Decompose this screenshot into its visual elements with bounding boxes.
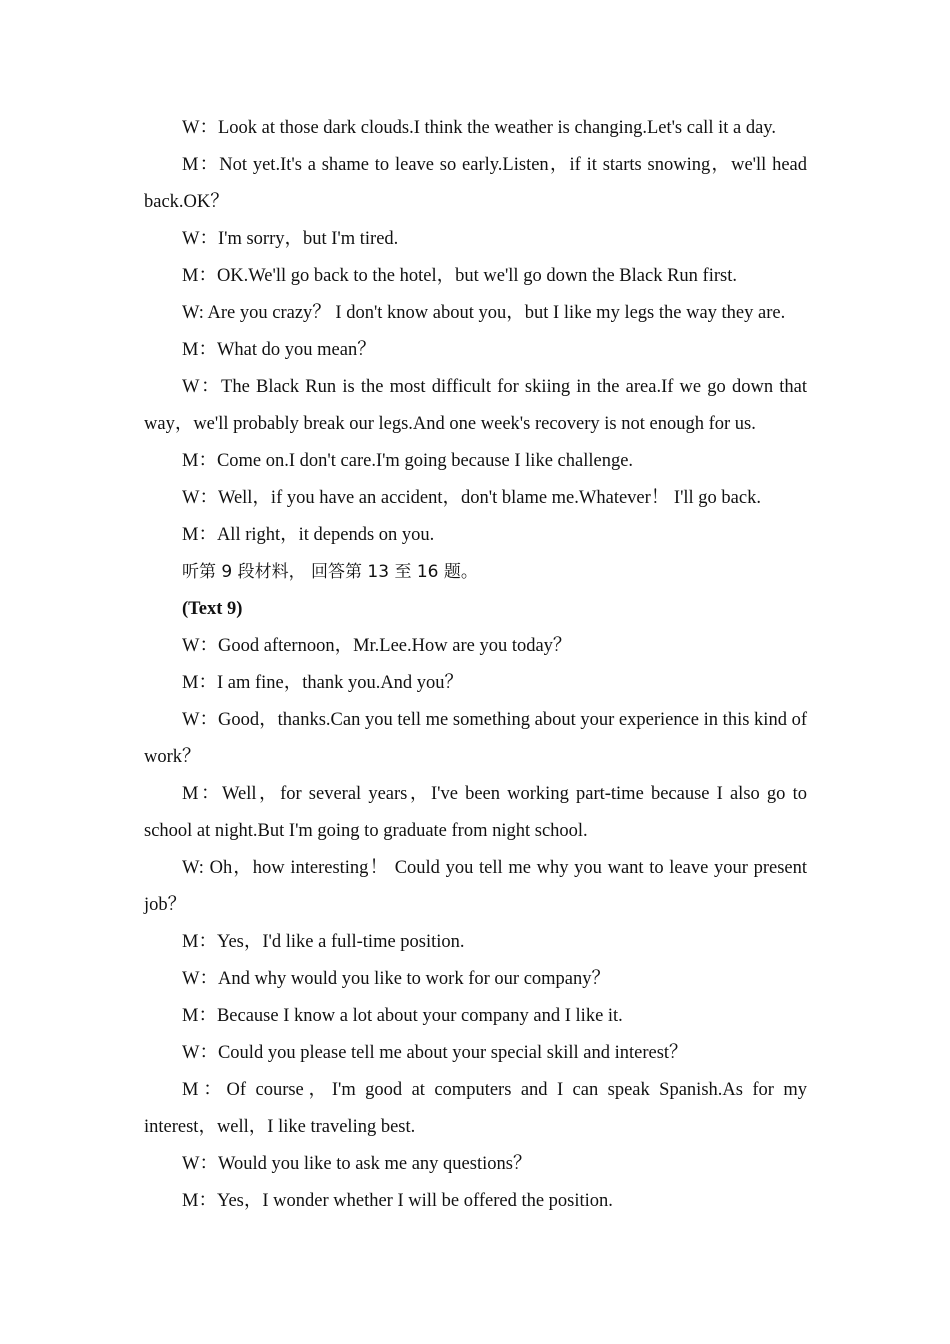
dialogue-line: M：Yes，I'd like a full‑time position. xyxy=(182,932,465,952)
dialogue-line: M：Of course，I'm good at computers and I can speak Spanish.As for my interest，well，I like traveling best. xyxy=(144,1080,807,1137)
dialogue-line: M：Well，for several years，I've been working part‑time because I also go to school at night.But I'm going to graduate from night school. xyxy=(144,784,807,841)
dialogue-line: W：Could you please tell me about your special skill and interest？ xyxy=(182,1043,688,1063)
dialogue-line: M：Not yet.It's a shame to leave so early.Listen，if it starts snowing，we'll head back.OK？ xyxy=(144,155,807,212)
dialogue-line: M：All right，it depends on you. xyxy=(182,525,435,545)
dialogue-line: M：I am fine，thank you.And you？ xyxy=(182,673,464,693)
dialogue-line: M：Yes，I wonder whether I will be offered the position. xyxy=(182,1191,613,1211)
dialogue-line: M：Come on.I don't care.I'm going because I like challenge. xyxy=(182,451,634,471)
dialogue-line: W：Well，if you have an accident，don't blame me.Whatever！ I'll go back. xyxy=(182,488,761,508)
dialogue-line: M：OK.We'll go back to the hotel，but we'll go down the Black Run first. xyxy=(182,266,737,286)
transcript-page xyxy=(144,110,807,1220)
dialogue-line: W：And why would you like to work for our company？ xyxy=(182,969,611,989)
dialogue-line: W：I'm sorry，but I'm tired. xyxy=(182,229,399,249)
dialogue-line: W：Good，thanks.Can you tell me something about your experience in this kind of work？ xyxy=(144,710,807,767)
dialogue-line: M：Because I know a lot about your company and I like it. xyxy=(182,1006,623,1026)
dialogue-line: W：Good afternoon，Mr.Lee.How are you today？ xyxy=(182,636,572,656)
dialogue-line: W：Look at those dark clouds.I think the weather is changing.Let's call it a day. xyxy=(182,118,776,138)
dialogue-line: W：Would you like to ask me any questions？ xyxy=(182,1154,532,1174)
section-instruction: 听第 9 段材料， 回答第 13 至 16 题。 xyxy=(182,562,478,582)
dialogue-line: M：What do you mean？ xyxy=(182,340,376,360)
dialogue-line: W: Are you crazy？ I don't know about you，but I like my legs the way they are. xyxy=(182,303,786,323)
dialogue-line: W：The Black Run is the most difficult for skiing in the area.If we go down that way，we'll probably break our legs.And one week's recovery is not enough for us. xyxy=(144,377,807,434)
dialogue-line: W: Oh，how interesting！ Could you tell me why you want to leave your present job？ xyxy=(144,858,807,915)
section-label: (Text 9) xyxy=(182,599,243,619)
